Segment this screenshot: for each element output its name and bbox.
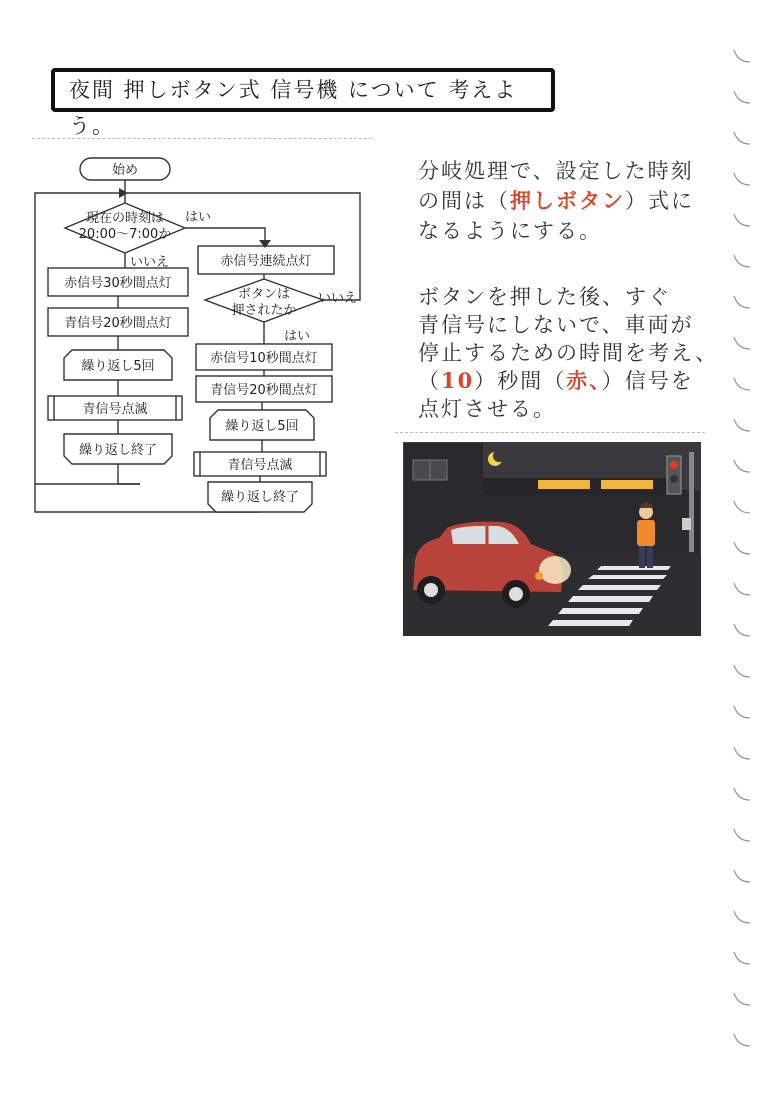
binding-mark xyxy=(734,419,750,431)
binding-mark xyxy=(734,50,750,62)
left-step2-label: 青信号20秒間点灯 xyxy=(64,316,172,331)
note1-line2 xyxy=(418,188,738,214)
note2-line4 xyxy=(418,368,748,394)
note1-line2-b: ）式に xyxy=(625,189,694,213)
note1-answer: 押しボタン xyxy=(510,188,625,213)
left-step1-label: 赤信号30秒間点灯 xyxy=(64,276,172,291)
left-blink-label: 青信号点滅 xyxy=(82,402,148,417)
yes1-label: はい xyxy=(185,210,212,225)
left-loop-start-label: 繰り返し5回 xyxy=(81,359,155,374)
binding-mark xyxy=(734,583,750,595)
binding-mark xyxy=(734,1034,750,1046)
note2-line4-a: （ xyxy=(418,369,441,393)
right-step1-label: 赤信号連続点灯 xyxy=(220,254,312,269)
binding-mark xyxy=(734,460,750,472)
binding-mark xyxy=(734,501,750,513)
right-loop-end-label: 繰り返し終了 xyxy=(220,490,300,505)
binding-mark xyxy=(734,870,750,882)
no1-label: いいえ xyxy=(130,255,170,270)
start-label: 始め xyxy=(111,163,139,178)
left-loop-end-label: 繰り返し終了 xyxy=(78,443,158,458)
note2-line4-c: ）信号を xyxy=(601,369,694,393)
yes2-label: はい xyxy=(284,329,311,344)
page-title: 夜間 押しボタン式 信号機 について 考えよう。 xyxy=(51,68,555,112)
binding-mark xyxy=(734,542,750,554)
right-step2-label: 赤信号10秒間点灯 xyxy=(210,351,318,366)
binding-mark xyxy=(734,952,750,964)
right-blink-label: 青信号点滅 xyxy=(227,458,293,473)
binding-mark xyxy=(734,337,750,349)
binding-mark xyxy=(734,296,750,308)
note-timing xyxy=(418,284,748,422)
binding-mark xyxy=(734,255,750,267)
right-step3-label: 青信号20秒間点灯 xyxy=(210,383,318,398)
cond2-label-1: ボタンは xyxy=(237,287,291,302)
note2-line1: ボタンを押した後、すぐ xyxy=(418,285,671,309)
divider-right xyxy=(395,432,705,433)
right-loop-start-label: 繰り返し5回 xyxy=(225,419,299,434)
binding-mark xyxy=(734,214,750,226)
binding-mark xyxy=(734,911,750,923)
note2-line3: 停止するための時間を考え、 xyxy=(418,341,719,365)
arrow-head-loop xyxy=(119,188,128,198)
cond1-label-1: 現在の時刻は xyxy=(85,211,165,226)
note2-line5: 点灯させる。 xyxy=(418,397,556,421)
cond2-label-2: 押されたか xyxy=(231,303,297,318)
binding-mark xyxy=(734,173,750,185)
binding-mark xyxy=(734,993,750,1005)
no2-label: いいえ xyxy=(318,291,358,306)
binding-mark xyxy=(734,829,750,841)
note-branch xyxy=(418,158,738,244)
binding-mark xyxy=(734,706,750,718)
note2-answer-color: 赤、 xyxy=(566,368,602,393)
binding-mark xyxy=(734,665,750,677)
binding-mark xyxy=(734,378,750,390)
binding-mark xyxy=(734,747,750,759)
note1-line2-a: の間は（ xyxy=(418,189,510,213)
note2-line2: 青信号にしないで、車両が xyxy=(418,313,694,337)
cond1-label-2: 20:00〜7:00か xyxy=(78,227,172,242)
note2-answer-seconds: 10 xyxy=(441,368,475,393)
flowchart xyxy=(0,0,400,540)
binding-mark xyxy=(734,624,750,636)
binding-marks xyxy=(730,40,760,1080)
binding-mark xyxy=(734,91,750,103)
note1-line3: なるようにする。 xyxy=(418,219,602,243)
binding-mark xyxy=(734,132,750,144)
note2-line4-b: ）秒間（ xyxy=(474,369,567,393)
night-crossing-illustration xyxy=(403,442,701,636)
binding-mark xyxy=(734,788,750,800)
note1-line1: 分岐処理で、設定した時刻 xyxy=(418,159,694,183)
